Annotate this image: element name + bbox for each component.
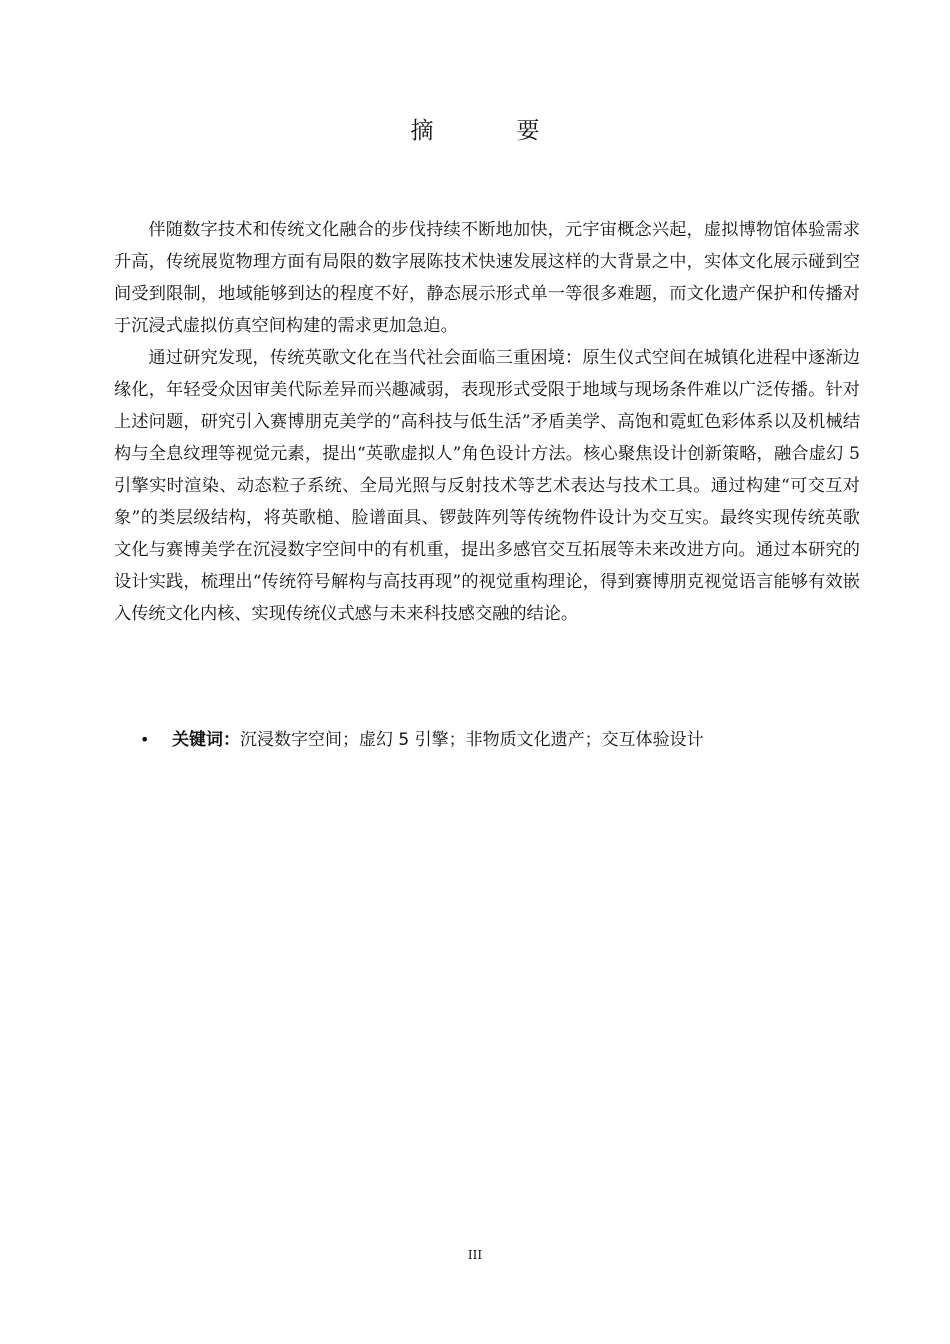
- abstract-paragraph-2: 通过研究发现，传统英歌文化在当代社会面临三重困境：原生仪式空间在城镇化进程中逐渐边缘化，年轻受众因审美代际差异而兴趣减弱，表现形式受限于地域与现场条件难以广泛传播。针对上述问题，研究引入赛博朋克美学的“高科技与低生活”矛盾美学、高饱和霓虹色彩体系以及机械结构与全息纹理等视觉元素，提出“英歌虚拟人”角色设计方法。核心聚焦设计创新策略，融合虚幻 5 引擎实时渲染、动态粒子系统、全局光照与反射技术等艺术表达与技术工具。通过构建“可交互对象”的类层级结构，将英歌槌、脸谱面具、锣鼓阵列等传统物件设计为交互实。最终实现传统英歌文化与赛博美学在沉浸数字空间中的有机重，提出多感官交互拓展等未来改进方向。通过本研究的设计实践，梳理出“传统符号解构与高技再现”的视觉重构理论，得到赛博朋克视觉语言能够有效嵌入传统文化内核、实现传统仪式感与未来科技感交融的结论。: [114, 348, 860, 624]
- keywords-label: 关键词：: [172, 730, 240, 750]
- bullet-icon: •: [140, 730, 150, 749]
- abstract-title: 摘 要: [410, 118, 570, 144]
- keywords-value: 沉浸数字空间；虚幻 5 引擎；非物质文化遗产；交互体验设计: [240, 730, 704, 750]
- abstract-body: [114, 214, 860, 630]
- keywords-line: [140, 724, 860, 756]
- abstract-paragraph-1: 伴随数字技术和传统文化融合的步伐持续不断地加快，元宇宙概念兴起，虚拟博物馆体验需求升高，传统展览物理方面有局限的数字展陈技术快速发展这样的大背景之中，实体文化展示碰到空间受到限制，地域能够到达的程度不好，静态展示形式单一等很多难题，而文化遗产保护和传播对于沉浸式虚拟仿真空间构建的需求更加急迫。: [114, 220, 860, 336]
- page-number: III: [467, 1248, 483, 1262]
